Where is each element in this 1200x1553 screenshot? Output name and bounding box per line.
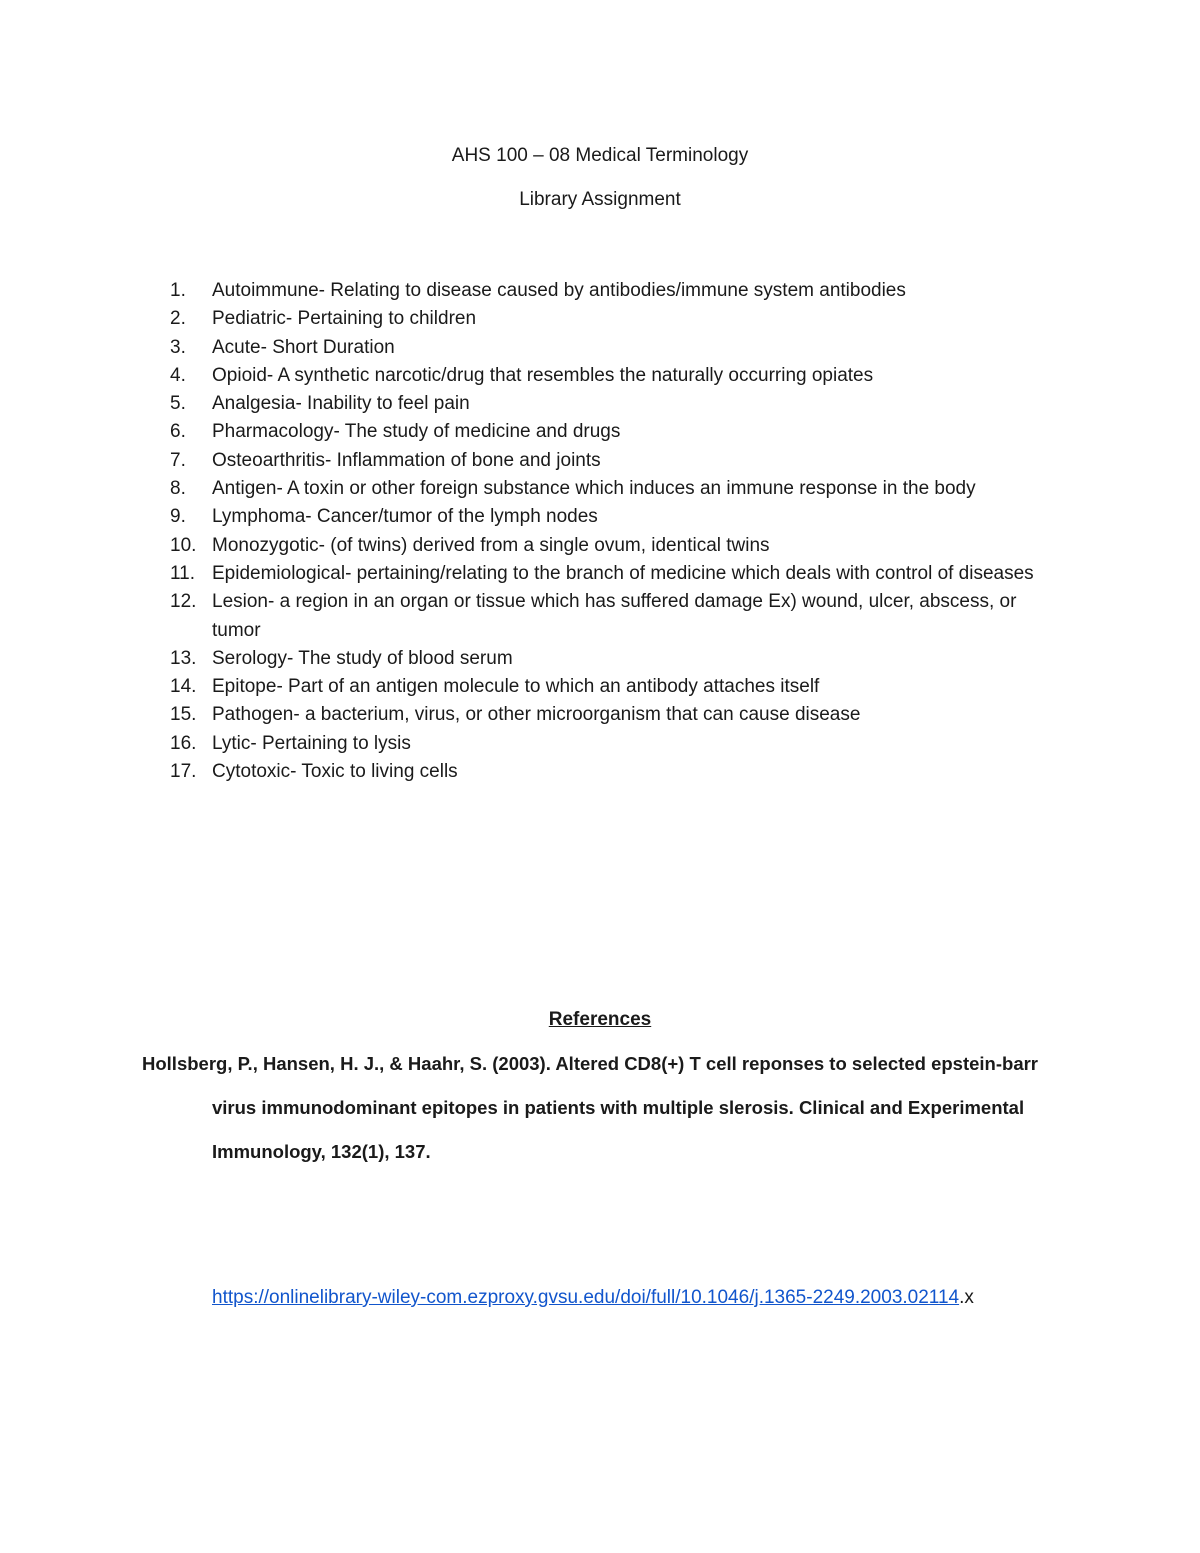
link-suffix: .x — [959, 1287, 974, 1308]
list-item — [170, 362, 1050, 390]
list-item — [170, 503, 1050, 531]
item-number: 1. — [170, 280, 186, 301]
item-text: Autoimmune- Relating to disease caused by antibodies/immune system antibodies — [212, 280, 906, 301]
item-text: Osteoarthritis- Inflammation of bone and joints — [212, 449, 601, 471]
item-text: Lesion- a region in an organ or tissue which has suffered damage Ex) wound, ulcer, abscess, or tumor — [212, 591, 1017, 641]
list-item — [170, 560, 1050, 588]
list-item — [170, 730, 1050, 758]
item-text: Opioid- A synthetic narcotic/drug that resembles the naturally occurring opiates — [212, 364, 874, 386]
item-text: Epitope- Part of an antigen molecule to which an antibody attaches itself — [212, 676, 820, 698]
item-number: 9. — [170, 506, 186, 528]
item-text: Lymphoma- Cancer/tumor of the lymph nodes — [212, 506, 598, 528]
item-number: 3. — [170, 336, 186, 358]
citation-line: Hollsberg, P., Hansen, H. J., & Haahr, S. (2003). Altered CD8(+) T cell reponses to selected epstein-barr — [142, 1053, 1039, 1074]
definitions-list — [170, 277, 1050, 786]
reference-link-line — [212, 1286, 974, 1310]
list-item — [170, 758, 1050, 786]
item-number: 5. — [170, 393, 186, 415]
citation-line: Immunology, 132(1), 137. — [212, 1141, 431, 1162]
list-item — [170, 645, 1050, 673]
item-number: 16. — [170, 732, 197, 754]
item-text: Pediatric- Pertaining to children — [212, 308, 477, 330]
list-item — [170, 447, 1050, 475]
item-number: 2. — [170, 308, 186, 330]
list-item — [170, 334, 1050, 362]
item-number: 10. — [170, 534, 197, 556]
item-text: Antigen- A toxin or other foreign substance which induces an immune response in the body — [212, 478, 976, 500]
item-number: 12. — [170, 591, 197, 613]
item-number: 15. — [170, 704, 197, 726]
item-number: 7. — [170, 449, 186, 471]
item-number: 11. — [170, 562, 196, 584]
list-item — [170, 701, 1050, 729]
reference-doi-link[interactable]: https://onlinelibrary-wiley-com.ezproxy.gvsu.edu/doi/full/10.1046/j.1365-2249.2003.02114 — [212, 1287, 960, 1308]
list-item — [170, 588, 1050, 645]
list-item — [170, 673, 1050, 701]
item-text: Analgesia- Inability to feel pain — [212, 393, 470, 415]
item-text: Serology- The study of blood serum — [212, 647, 513, 669]
list-item — [170, 390, 1050, 418]
item-text: Epidemiological- pertaining/relating to the branch of medicine which deals with control of diseases — [212, 562, 1034, 584]
item-number: 17. — [170, 761, 197, 783]
list-item — [170, 532, 1050, 560]
item-text: Lytic- Pertaining to lysis — [212, 732, 411, 754]
course-title: AHS 100 – 08 Medical Terminology — [451, 145, 749, 166]
item-text: Cytotoxic- Toxic to living cells — [212, 761, 458, 783]
reference-citation — [142, 1052, 1062, 1164]
item-number: 4. — [170, 364, 186, 386]
citation-line: virus immunodominant epitopes in patients with multiple slerosis. Clinical and Experimental — [212, 1097, 1025, 1118]
item-text: Pharmacology- The study of medicine and drugs — [212, 421, 621, 443]
item-number: 8. — [170, 478, 186, 500]
item-number: 6. — [170, 421, 186, 443]
list-item — [170, 277, 1050, 305]
list-item — [170, 305, 1050, 333]
item-text: Monozygotic- (of twins) derived from a single ovum, identical twins — [212, 534, 770, 556]
references-heading: References — [548, 1009, 652, 1030]
item-number: 14. — [170, 676, 197, 698]
list-item — [170, 418, 1050, 446]
item-number: 13. — [170, 647, 197, 669]
item-text: Pathogen- a bacterium, virus, or other microorganism that can cause disease — [212, 704, 861, 726]
list-item — [170, 475, 1050, 503]
assignment-title: Library Assignment — [519, 189, 681, 210]
item-text: Acute- Short Duration — [212, 336, 395, 358]
